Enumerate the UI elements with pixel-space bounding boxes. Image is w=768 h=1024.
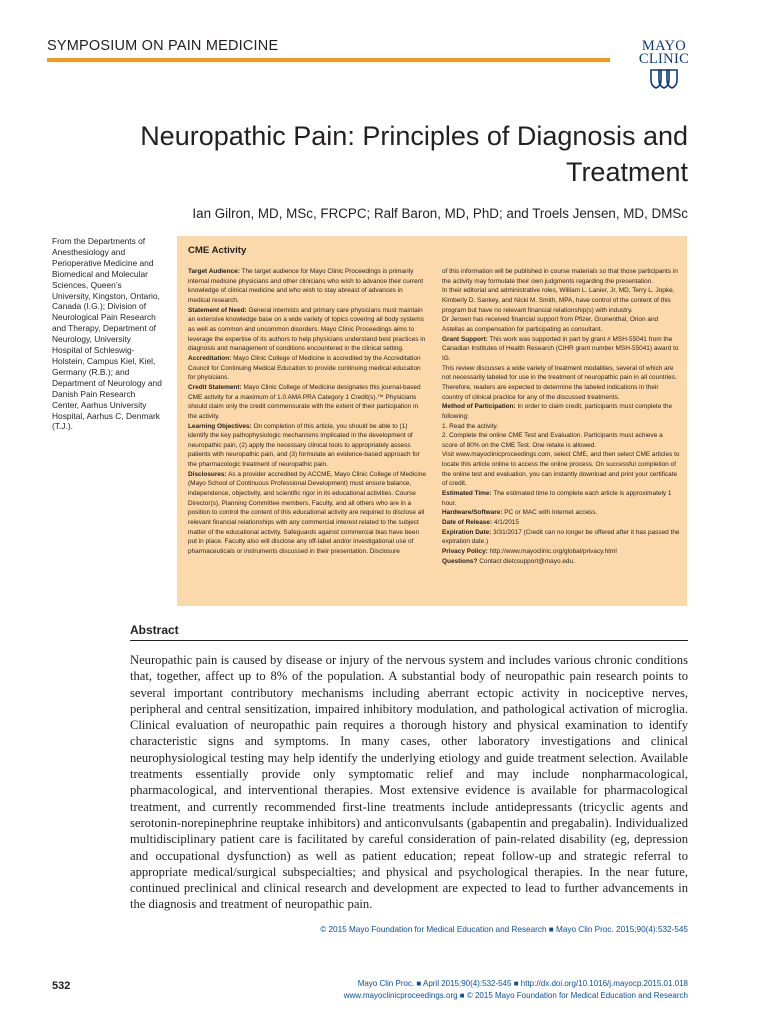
cme-paragraph — [442, 547, 680, 557]
cme-paragraph — [442, 518, 680, 528]
cme-label: Method of Participation: — [442, 403, 516, 411]
cme-heading: CME Activity — [188, 245, 247, 256]
cme-text: On completion of this article, you should be able to (1) identify the key pathophysiologic mechanisms implicated in the development of neuropathic pain, (2) apply the necessary clinical tools to appropriately assess patients with neuropathic pain, and (3) formulate an evidence-based approach for the pharmacologic treatment of neuropathic pain. — [188, 422, 420, 469]
cme-paragraph — [188, 470, 426, 557]
cme-paragraph — [442, 508, 680, 518]
article-title — [128, 118, 688, 190]
cme-text: Mayo Clinic College of Medicine is accredited by the Accreditation Council for Continuing Medical Education to provide continuing medical education for physicians. — [188, 354, 421, 382]
cme-label: Accreditation: — [188, 354, 232, 362]
footer-website[interactable]: www.mayoclinicproceedings.org ■ © 2015 Mayo Foundation for Medical Education and Research — [343, 991, 688, 1000]
cme-text: General internists and primary care physicians must maintain an extensive knowledge base on a wide variety of topics covering all body systems as well as common and uncommon disorders. Mayo Clinic Proceedings aims to leverage the expertise of its authors to help physicians understand best practices in diagnosis and management of conditions encountered in the clinical setting. — [188, 306, 426, 353]
cme-text: 2. Complete the online CME Test and Evaluation. Participants must achieve a score of 80% on the CME Test. One retake is allowed. — [442, 432, 663, 449]
cme-text: Visit www.mayoclinicproceedings.com, select CME, and then select CME articles to locate this article online to access the online process. On successful completion of the online test and evaluation, you can instantly download and print your certificate of credit. — [442, 451, 680, 488]
cme-text: As a provider accredited by ACCME, Mayo Clinic College of Medicine (Mayo School of Continuous Professional Development) must ensure balance, independence, objectivity, and scientific rigor in its educational activities. Course Director(s), Planning Committee members, Faculty, and all others who are in a position to control the content of this educational activity are required to disclose all relevant financial relationships with any commercial interest related to the subject matter of the educational activity. Safeguards against commercial bias have been put in place. Faculty also will disclose any off-label and/or investigational use of pharmaceuticals or instruments discussed in their presentation. Disclosure — [188, 470, 426, 556]
cme-right-column — [442, 267, 680, 566]
cme-paragraph — [442, 286, 680, 315]
cme-text: This review discusses a wide variety of treatment modalities, several of which are not necessarily labeled for use in the treatment of neuropathic pain in all countries. Therefore, readers are expected to determine the labeled indications in their country of clinical practice for any of the discussed treatments. — [442, 364, 677, 401]
cme-paragraph — [442, 364, 680, 403]
cme-text: In order to claim credit, participants must complete the following: — [442, 403, 673, 420]
cme-label: Date of Release: — [442, 519, 493, 527]
cme-paragraph — [188, 383, 426, 422]
logo-line2: CLINIC — [638, 51, 690, 67]
logo-line1: MAYO — [641, 38, 687, 54]
cme-paragraph — [442, 431, 680, 450]
abstract-heading: Abstract — [130, 623, 179, 637]
cme-text: Mayo Clinic College of Medicine designates this journal-based CME activity for a maximum of 1.0 AMA PRA Category 1 Credit(s).™ Physicians should claim only the credit commensurate with the extent of their participation in the activity. — [188, 383, 421, 420]
footer-citation[interactable]: Mayo Clin Proc. ■ April 2015;90(4):532-545 ■ http://dx.doi.org/10.1016/j.mayocp.2015.01.018 — [357, 979, 688, 988]
cme-text: 4/1/2015 — [492, 519, 519, 527]
cme-paragraph — [188, 306, 426, 354]
cme-paragraph — [442, 557, 680, 567]
cme-left-column — [188, 267, 426, 557]
mayo-shield-icon — [648, 68, 680, 90]
cme-text: The target audience for Mayo Clinic Proceedings is primarily internal medicine physicians and other clinicians who wish to advance their current knowledge of clinical medicine and who wish to stay abreast of advances in medical research. — [188, 268, 424, 304]
cme-text: In their editorial and administrative roles, William L. Lanier, Jr, MD, Terry L. Jopke, Kimberly D. Sankey, and Nicki M. Smith, MPA, have control of the content of this program but have no relevant financial relationship(s) with industry. — [442, 287, 675, 314]
page-footer — [128, 978, 688, 1002]
cme-activity-box — [177, 236, 687, 606]
cme-paragraph — [442, 489, 680, 508]
section-label: SYMPOSIUM ON PAIN MEDICINE — [47, 38, 279, 54]
author-list: Ian Gilron, MD, MSc, FRCPC; Ralf Baron, MD, PhD; and Troels Jensen, MD, DMSc — [192, 206, 688, 221]
cme-text: Dr Jensen has received financial support from Pfizer, Grunenthal, Orion and Astellas as compensation for participating as consultant. — [442, 316, 659, 333]
cme-text: http://www.mayoclinic.org/global/privacy.html — [487, 548, 617, 556]
cme-paragraph — [442, 315, 680, 334]
cme-label: Disclosures: — [188, 470, 227, 478]
cme-label: Questions? — [442, 557, 478, 565]
cme-paragraph — [442, 402, 680, 421]
cme-label: Estimated Time: — [442, 490, 492, 498]
cme-paragraph — [188, 422, 426, 470]
cme-label: Target Audience: — [188, 268, 240, 275]
cme-text: 1. Read the activity. — [442, 422, 499, 430]
cme-paragraph — [442, 450, 680, 489]
cme-paragraph — [188, 267, 426, 306]
cme-label: Privacy Policy: — [442, 548, 488, 556]
cme-paragraph — [442, 267, 680, 286]
cme-label: Grant Support: — [442, 335, 488, 343]
title-line-1: Neuropathic Pain: Principles of Diagnosis and — [140, 121, 688, 151]
cme-paragraph — [442, 422, 680, 432]
cme-label: Expiration Date: — [442, 528, 492, 536]
copyright-line: © 2015 Mayo Foundation for Medical Education and Research ■ Mayo Clin Proc. 2015;90(4):532-545 — [320, 925, 688, 934]
affiliations: From the Departments of Anesthesiology and Perioperative Medicine and Biomedical and Molecular Sciences, Queen’s University, Kingston, Ontario, Canada (I.G.); Division of Neurological Pain Research and Therapy, Department of Neurology, University Hospital of Schleswig-Holstein, Campus Kiel, Kiel, Germany (R.B.); and Department of Neurology and Danish Pain Research Center, Aarhus University Hospital, Aarhus C, Denmark (T.J.). — [52, 236, 162, 432]
cme-text: The estimated time to complete each article is approximately 1 hour. — [442, 490, 672, 507]
abstract-rule — [130, 640, 688, 641]
abstract-text: Neuropathic pain is caused by disease or injury of the nervous system and includes various chronic conditions that, together, affect up to 8% of the population. A substantial body of neuropathic pain research points to several important contributory mechanisms including aberrant ectopic activity in nociceptive nerves, peripheral and central sensitization, impaired inhibitory modulation, and pathological activation of microglia. Clinical evaluation of neuropathic pain requires a thorough history and physical examination to identify characteristic signs and symptoms. In many cases, other laboratory investigations and clinical neurophysiological testing may help identify the underlying etiology and guide treatment selection. Available treatments essentially provide only symptomatic relief and may include nonpharmacological, pharmacological, and interventional therapies. Most extensive evidence is available for pharmacological treatment, and currently recommended first-line treatments include antidepressants (tricyclic agents and serotonin-norepinephrine reuptake inhibitors) and anticonvulsants (gabapentin and pregabalin). Individualized multidisciplinary patient care is facilitated by careful consideration of pain-related disability (eg, depression and occupational dysfunction) as well as patient education; repeat follow-up and strategic referral to appropriate medical/surgical subspecialties; and physical and psychological therapies. In the near future, continued preclinical and clinical research and development are expected to lead to further advancements in the diagnosis and treatment of neuropathic pain. — [130, 653, 688, 912]
title-line-2: Treatment — [565, 157, 688, 187]
cme-paragraph — [442, 528, 680, 547]
cme-text: 3/31/2017 (Credit can no longer be offered after it has passed the expiration date.) — [442, 528, 680, 546]
header-rule — [47, 58, 610, 62]
page-number: 532 — [52, 980, 71, 992]
cme-label: Credit Statement: — [188, 383, 242, 391]
cme-paragraph — [188, 354, 426, 383]
cme-label: Hardware/Software: — [442, 509, 503, 517]
cme-paragraph — [442, 335, 680, 364]
cme-text: of this information will be published in course materials so that those participants in the activity may formulate their own judgments regarding the presentation. — [442, 268, 678, 285]
cme-label: Statement of Need: — [188, 306, 247, 314]
cme-text: PC or MAC with Internet access. — [502, 509, 598, 517]
mayo-clinic-logo — [628, 40, 700, 90]
cme-text: This work was supported in part by grant # MSH-55041 from the Canadian Institutes of Health Research (CIHR grant number MSH-55041) award to IG. — [442, 335, 679, 362]
abstract-body — [130, 652, 688, 913]
cme-text: Contact dletcsupport@mayo.edu. — [477, 557, 575, 565]
cme-label: Learning Objectives: — [188, 422, 252, 430]
section-header — [47, 38, 279, 54]
